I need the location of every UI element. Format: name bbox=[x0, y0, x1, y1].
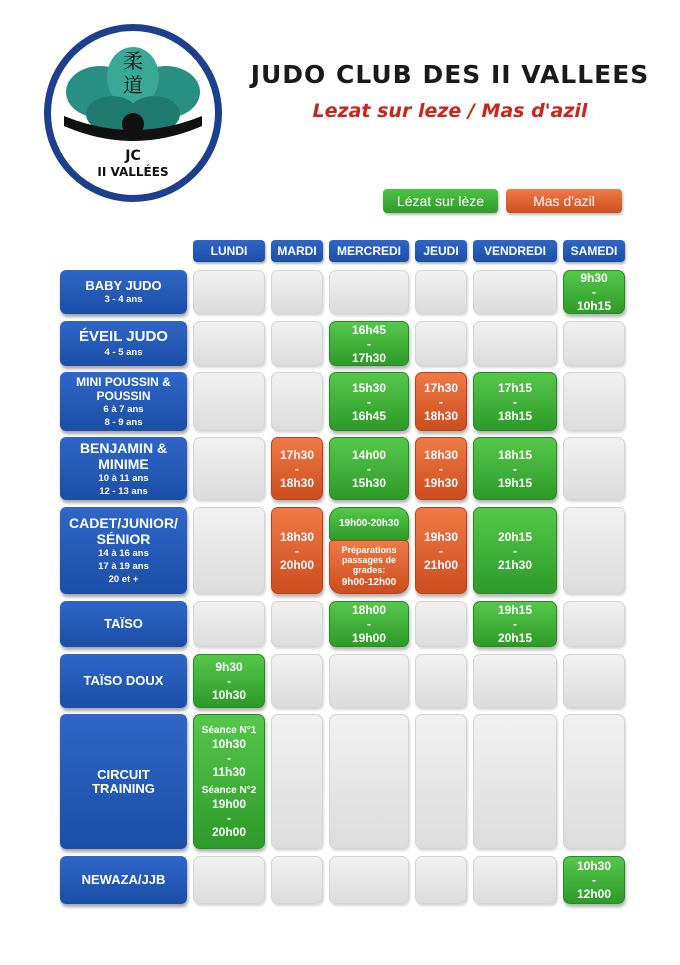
slot-cadet-jeudi: 19h30 - 21h00 bbox=[415, 507, 467, 594]
page-subtitle: Lezat sur leze / Mas d'azil bbox=[312, 100, 588, 122]
slot-cadet-vendredi: 20h15 - 21h30 bbox=[473, 507, 557, 594]
empty-cell bbox=[193, 437, 265, 500]
slot-cadet-mardi: 18h30 - 20h00 bbox=[271, 507, 323, 594]
empty-cell bbox=[563, 321, 625, 366]
category-benjamin-minime: BENJAMIN & MINIME 10 à 11 ans 12 - 13 ans bbox=[60, 437, 187, 500]
page-title: JUDO CLUB DES II VALLEES bbox=[250, 60, 650, 89]
empty-cell bbox=[329, 270, 409, 314]
slot-eveil-mercredi: 16h45 - 17h30 bbox=[329, 321, 409, 366]
day-header-samedi: SAMEDI bbox=[563, 240, 625, 262]
empty-cell bbox=[563, 714, 625, 849]
empty-cell bbox=[563, 601, 625, 647]
slot-benjamin-mardi: 17h30 - 18h30 bbox=[271, 437, 323, 500]
day-header-jeudi: JEUDI bbox=[415, 240, 467, 262]
category-newaza-jjb: NEWAZA/JJB bbox=[60, 856, 187, 904]
empty-cell bbox=[563, 507, 625, 594]
empty-cell bbox=[473, 714, 557, 849]
empty-cell bbox=[193, 372, 265, 431]
slot-benjamin-vendredi: 18h15 - 19h15 bbox=[473, 437, 557, 500]
empty-cell bbox=[563, 437, 625, 500]
empty-cell bbox=[473, 270, 557, 314]
logo-text: II VALLÉES bbox=[97, 165, 169, 179]
empty-cell bbox=[329, 856, 409, 904]
slot-newaza-samedi: 10h30 - 12h00 bbox=[563, 856, 625, 904]
slot-cadet-mercredi-mas-dazil: Préparations passages de grades: 9h00-12h00 bbox=[329, 540, 409, 594]
empty-cell bbox=[193, 321, 265, 366]
day-header-lundi: LUNDI bbox=[193, 240, 265, 262]
day-header-mercredi: MERCREDI bbox=[329, 240, 409, 262]
empty-cell bbox=[193, 856, 265, 904]
legend-mas-dazil: Mas d'azil bbox=[506, 189, 622, 213]
category-taiso-doux: TAÏSO DOUX bbox=[60, 654, 187, 708]
club-logo bbox=[42, 22, 224, 204]
empty-cell bbox=[271, 601, 323, 647]
legend-lezat: Lézat sur lèze bbox=[383, 189, 498, 213]
slot-mini-jeudi: 17h30 - 18h30 bbox=[415, 372, 467, 431]
empty-cell bbox=[415, 270, 467, 314]
category-eveil-judo: ÉVEIL JUDO 4 - 5 ans bbox=[60, 321, 187, 366]
empty-cell bbox=[415, 321, 467, 366]
logo-initials: JC bbox=[125, 148, 141, 164]
empty-cell bbox=[271, 270, 323, 314]
slot-baby-judo-samedi: 9h30 - 10h15 bbox=[563, 270, 625, 314]
empty-cell bbox=[415, 856, 467, 904]
empty-cell bbox=[193, 507, 265, 594]
slot-taiso-mercredi: 18h00 - 19h00 bbox=[329, 601, 409, 647]
empty-cell bbox=[271, 321, 323, 366]
category-mini-poussin: MINI POUSSIN & POUSSIN 6 à 7 ans 8 - 9 ans bbox=[60, 372, 187, 431]
empty-cell bbox=[415, 601, 467, 647]
slot-mini-mercredi: 15h30 - 16h45 bbox=[329, 372, 409, 431]
empty-cell bbox=[329, 654, 409, 708]
empty-cell bbox=[563, 372, 625, 431]
empty-cell bbox=[563, 654, 625, 708]
logo-kanji-1: 柔 bbox=[123, 49, 143, 73]
slot-taiso-doux-lundi: 9h30 - 10h30 bbox=[193, 654, 265, 708]
day-header-vendredi: VENDREDI bbox=[473, 240, 557, 262]
category-cadet-junior-senior: CADET/JUNIOR/ SÉNIOR 14 à 16 ans 17 à 19 ans 20 et + bbox=[60, 507, 187, 594]
day-header-mardi: MARDI bbox=[271, 240, 323, 262]
empty-cell bbox=[271, 654, 323, 708]
slot-taiso-vendredi: 19h15 - 20h15 bbox=[473, 601, 557, 647]
empty-cell bbox=[473, 321, 557, 366]
empty-cell bbox=[473, 856, 557, 904]
slot-benjamin-jeudi: 18h30 - 19h30 bbox=[415, 437, 467, 500]
category-baby-judo: BABY JUDO 3 - 4 ans bbox=[60, 270, 187, 314]
empty-cell bbox=[473, 654, 557, 708]
empty-cell bbox=[271, 714, 323, 849]
empty-cell bbox=[329, 714, 409, 849]
category-taiso: TAÏSO bbox=[60, 601, 187, 647]
empty-cell bbox=[193, 270, 265, 314]
empty-cell bbox=[271, 856, 323, 904]
category-circuit-training: CIRCUIT TRAINING bbox=[60, 714, 187, 849]
slot-benjamin-mercredi: 14h00 - 15h30 bbox=[329, 437, 409, 500]
logo-kanji-2: 道 bbox=[123, 73, 143, 97]
empty-cell bbox=[415, 654, 467, 708]
slot-mini-vendredi: 17h15 - 18h15 bbox=[473, 372, 557, 431]
empty-cell bbox=[271, 372, 323, 431]
slot-circuit-lundi: Séance N°1 10h30 - 11h30 Séance N°2 19h00 - 20h00 bbox=[193, 714, 265, 849]
empty-cell bbox=[193, 601, 265, 647]
slot-cadet-mercredi-lezat: 19h00-20h30 bbox=[329, 507, 409, 541]
empty-cell bbox=[415, 714, 467, 849]
